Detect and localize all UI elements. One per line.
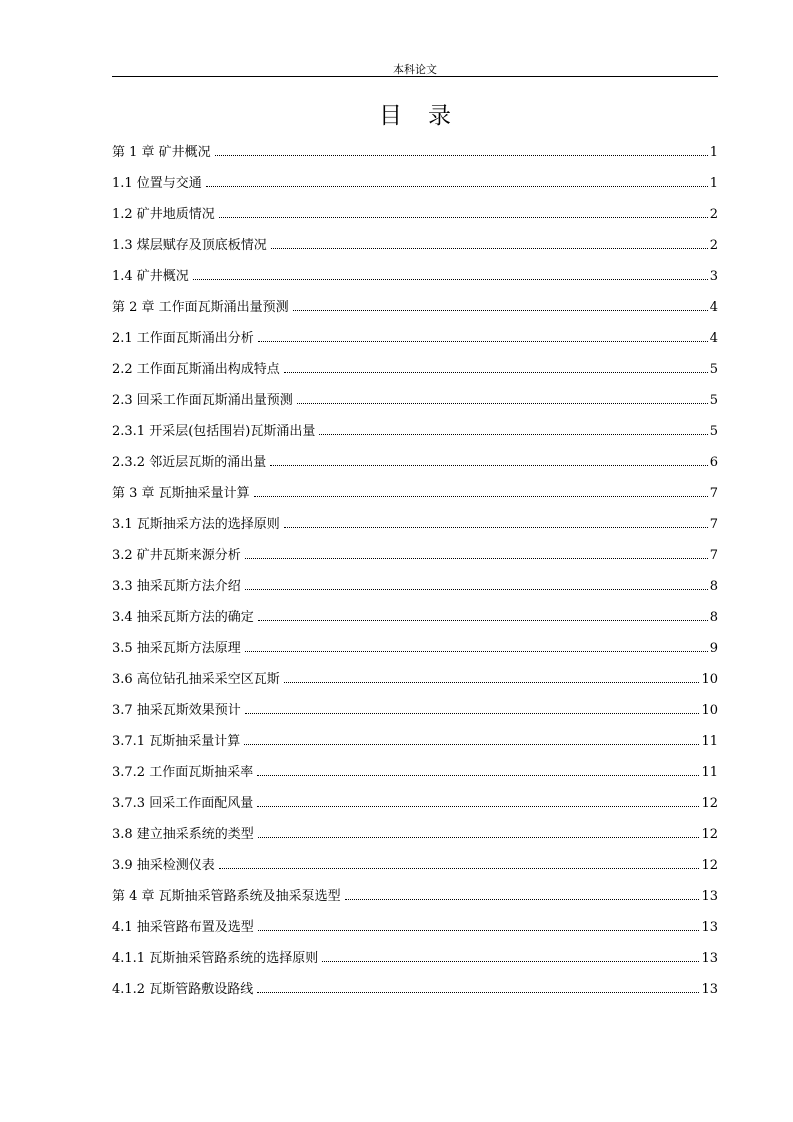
toc-entry-label: 3.3 抽采瓦斯方法介绍 [112,579,241,594]
toc-entry[interactable] [112,450,718,481]
toc-page-number: 1 [709,145,718,160]
toc-page-number: 2 [709,207,718,222]
toc-dot-leader [284,372,708,373]
toc-dot-leader [257,992,699,993]
toc-entry[interactable] [112,295,718,326]
toc-dot-leader [193,279,708,280]
toc-entry-label: 3.9 抽采检测仪表 [112,858,215,873]
toc-entry[interactable] [112,946,718,977]
toc-dot-leader [258,930,700,931]
toc-entry[interactable] [112,822,718,853]
toc-page-number: 2 [709,238,718,253]
toc-page-number: 4 [709,300,718,315]
toc-page-number: 7 [709,548,718,563]
toc-entry-label: 1.3 煤层赋存及顶底板情况 [112,238,267,253]
table-of-contents [112,140,718,1008]
toc-page-number: 13 [701,951,718,966]
toc-dot-leader [244,744,699,745]
toc-entry[interactable] [112,853,718,884]
toc-page-number: 8 [709,610,718,625]
page-title: 目录 [379,103,477,129]
toc-entry-label: 3.4 抽采瓦斯方法的确定 [112,610,254,625]
toc-entry-label: 2.1 工作面瓦斯涌出分析 [112,331,254,346]
toc-dot-leader [271,248,708,249]
toc-entry-label: 3.5 抽采瓦斯方法原理 [112,641,241,656]
toc-dot-leader [293,310,708,311]
toc-entry[interactable] [112,140,718,171]
toc-entry-label: 3.7.2 工作面瓦斯抽采率 [112,765,254,780]
toc-entry[interactable] [112,605,718,636]
toc-entry[interactable] [112,915,718,946]
toc-page-number: 10 [701,672,718,687]
toc-dot-leader [219,217,708,218]
toc-page-number: 9 [709,641,718,656]
toc-entry-label: 1.4 矿井概况 [112,269,189,284]
toc-dot-leader [258,341,708,342]
toc-entry[interactable] [112,667,718,698]
toc-page-number: 5 [709,424,718,439]
toc-entry[interactable] [112,760,718,791]
toc-dot-leader [322,961,699,962]
toc-entry[interactable] [112,326,718,357]
toc-entry-label: 3.7.3 回采工作面配风量 [112,796,254,811]
toc-entry-label: 3.7.1 瓦斯抽采量计算 [112,734,241,749]
toc-entry[interactable] [112,481,718,512]
toc-entry[interactable] [112,574,718,605]
toc-entry-label: 第 3 章 瓦斯抽采量计算 [112,486,250,501]
toc-page-number: 8 [709,579,718,594]
toc-page-number: 7 [709,486,718,501]
toc-entry-label: 2.3 回采工作面瓦斯涌出量预测 [112,393,293,408]
toc-dot-leader [245,651,708,652]
toc-dot-leader [245,713,700,714]
toc-entry[interactable] [112,171,718,202]
toc-dot-leader [345,899,700,900]
toc-entry-label: 1.2 矿井地质情况 [112,207,215,222]
toc-page-number: 13 [701,920,718,935]
toc-entry-label: 3.1 瓦斯抽采方法的选择原则 [112,517,280,532]
toc-dot-leader [270,465,708,466]
toc-entry[interactable] [112,698,718,729]
toc-entry-label: 4.1.2 瓦斯管路敷设路线 [112,982,254,997]
toc-page-number: 13 [701,889,718,904]
toc-entry[interactable] [112,791,718,822]
toc-dot-leader [219,868,700,869]
toc-entry[interactable] [112,388,718,419]
toc-entry-label: 第 2 章 工作面瓦斯涌出量预测 [112,300,289,315]
toc-entry[interactable] [112,264,718,295]
toc-entry-label: 第 4 章 瓦斯抽采管路系统及抽采泵选型 [112,889,341,904]
toc-entry[interactable] [112,729,718,760]
toc-dot-leader [215,155,708,156]
toc-page-number: 7 [709,517,718,532]
toc-page-number: 5 [709,393,718,408]
toc-entry[interactable] [112,357,718,388]
toc-dot-leader [319,434,707,435]
toc-entry[interactable] [112,884,718,915]
toc-entry[interactable] [112,636,718,667]
toc-dot-leader [284,682,700,683]
toc-page-number: 3 [709,269,718,284]
toc-dot-leader [258,620,708,621]
toc-entry[interactable] [112,419,718,450]
toc-entry-label: 3.8 建立抽采系统的类型 [112,827,254,842]
toc-page-number: 4 [709,331,718,346]
toc-page-number: 12 [701,827,718,842]
toc-entry[interactable] [112,233,718,264]
toc-page-number: 12 [701,858,718,873]
toc-entry-label: 2.2 工作面瓦斯涌出构成特点 [112,362,280,377]
toc-page-number: 10 [701,703,718,718]
toc-dot-leader [206,186,708,187]
toc-dot-leader [284,527,708,528]
toc-entry-label: 1.1 位置与交通 [112,176,202,191]
toc-entry-label: 第 1 章 矿井概况 [112,145,211,160]
toc-dot-leader [258,837,700,838]
toc-dot-leader [257,806,699,807]
toc-page-number: 12 [701,796,718,811]
toc-dot-leader [257,775,699,776]
toc-dot-leader [245,558,708,559]
toc-page-number: 11 [701,734,718,749]
toc-entry-label: 3.2 矿井瓦斯来源分析 [112,548,241,563]
toc-entry-label: 2.3.2 邻近层瓦斯的涌出量 [112,455,267,470]
toc-entry-label: 4.1 抽采管路布置及选型 [112,920,254,935]
toc-dot-leader [254,496,708,497]
toc-dot-leader [297,403,708,404]
toc-dot-leader [245,589,708,590]
toc-entry-label: 2.3.1 开采层(包括围岩)瓦斯涌出量 [112,424,316,439]
toc-entry[interactable] [112,543,718,574]
toc-entry-label: 3.7 抽采瓦斯效果预计 [112,703,241,718]
toc-page-number: 13 [701,982,718,997]
toc-entry[interactable] [112,977,718,1008]
toc-entry-label: 3.6 高位钻孔抽采采空区瓦斯 [112,672,280,687]
toc-entry[interactable] [112,512,718,543]
toc-entry[interactable] [112,202,718,233]
toc-page-number: 1 [709,176,718,191]
toc-page-number: 6 [709,455,718,470]
page-header [112,58,718,77]
toc-page-number: 11 [701,765,718,780]
header-text: 本科论文 [393,63,437,76]
toc-page-number: 5 [709,362,718,377]
toc-entry-label: 4.1.1 瓦斯抽采管路系统的选择原则 [112,951,319,966]
